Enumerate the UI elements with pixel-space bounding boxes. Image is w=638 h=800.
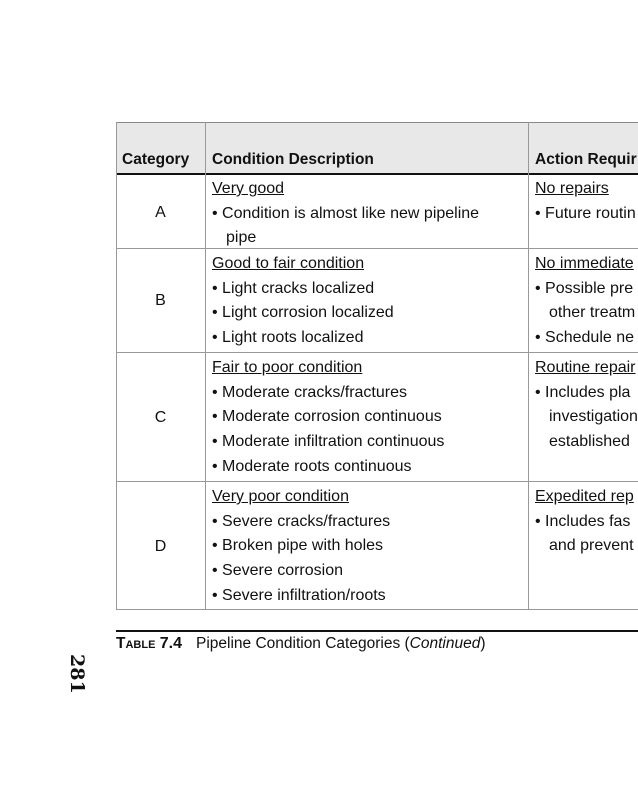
divider	[116, 122, 117, 610]
condition-table	[116, 122, 638, 610]
caption-title: Pipeline Condition Categories (	[195, 635, 410, 652]
action-d	[535, 485, 634, 559]
condition-item: • Broken pipe with holes	[212, 537, 384, 555]
condition-a	[212, 177, 512, 251]
action-title: No repairs	[535, 180, 609, 197]
action-item: • Future routin	[535, 204, 636, 222]
header-condition: Condition Description	[212, 151, 374, 168]
condition-item: • Severe cracks/fractures	[212, 512, 391, 530]
category-a: A	[155, 204, 166, 221]
category-d: D	[154, 538, 167, 555]
condition-title: Very good	[212, 180, 285, 197]
caption-close: )	[480, 635, 486, 652]
header-action: Action Requir	[535, 151, 637, 168]
divider	[205, 122, 206, 610]
condition-title: Fair to poor condition	[212, 359, 363, 376]
condition-item: • Light corrosion localized	[212, 304, 394, 322]
action-title: No immediate	[535, 255, 634, 272]
header-category: Category	[122, 151, 190, 168]
condition-b	[212, 252, 394, 351]
condition-item: • Light cracks localized	[212, 279, 375, 297]
action-item: established	[549, 433, 630, 451]
caption-italic: Continued	[409, 635, 481, 652]
caption-label	[116, 635, 182, 652]
caption-label-text: Table	[116, 635, 156, 652]
condition-item: • Severe corrosion	[212, 562, 343, 580]
condition-title: Very poor condition	[212, 488, 349, 505]
condition-item: • Severe infiltration/roots	[212, 586, 386, 604]
action-title: Routine repair	[535, 359, 636, 376]
action-item: and prevent	[549, 537, 634, 555]
category-c: C	[154, 409, 167, 426]
caption-number: 7.4	[159, 635, 182, 652]
action-c	[535, 356, 638, 455]
action-b	[535, 252, 635, 351]
action-a	[535, 177, 636, 226]
action-item: • Includes pla	[535, 383, 631, 401]
table-caption	[116, 630, 638, 653]
condition-item: • Moderate roots continuous	[212, 457, 412, 475]
action-item: investigation	[549, 408, 638, 426]
condition-item: • Moderate corrosion continuous	[212, 408, 442, 426]
action-title: Expedited rep	[535, 488, 634, 505]
condition-title: Good to fair condition	[212, 255, 365, 272]
condition-item: • Moderate infiltration continuous	[212, 433, 445, 451]
page-number: 281	[66, 654, 88, 694]
action-item: • Includes fas	[535, 512, 631, 530]
action-item: other treatm	[549, 304, 636, 322]
condition-item: • Condition is almost like new pipeline pipe	[212, 204, 480, 247]
condition-c	[212, 356, 444, 480]
category-b: B	[155, 292, 166, 309]
condition-item: • Light roots localized	[212, 329, 364, 347]
action-item: • Schedule ne	[535, 329, 635, 347]
condition-item: • Moderate cracks/fractures	[212, 383, 407, 401]
condition-d	[212, 485, 390, 609]
action-item: • Possible pre	[535, 279, 634, 297]
action-column	[528, 122, 638, 610]
